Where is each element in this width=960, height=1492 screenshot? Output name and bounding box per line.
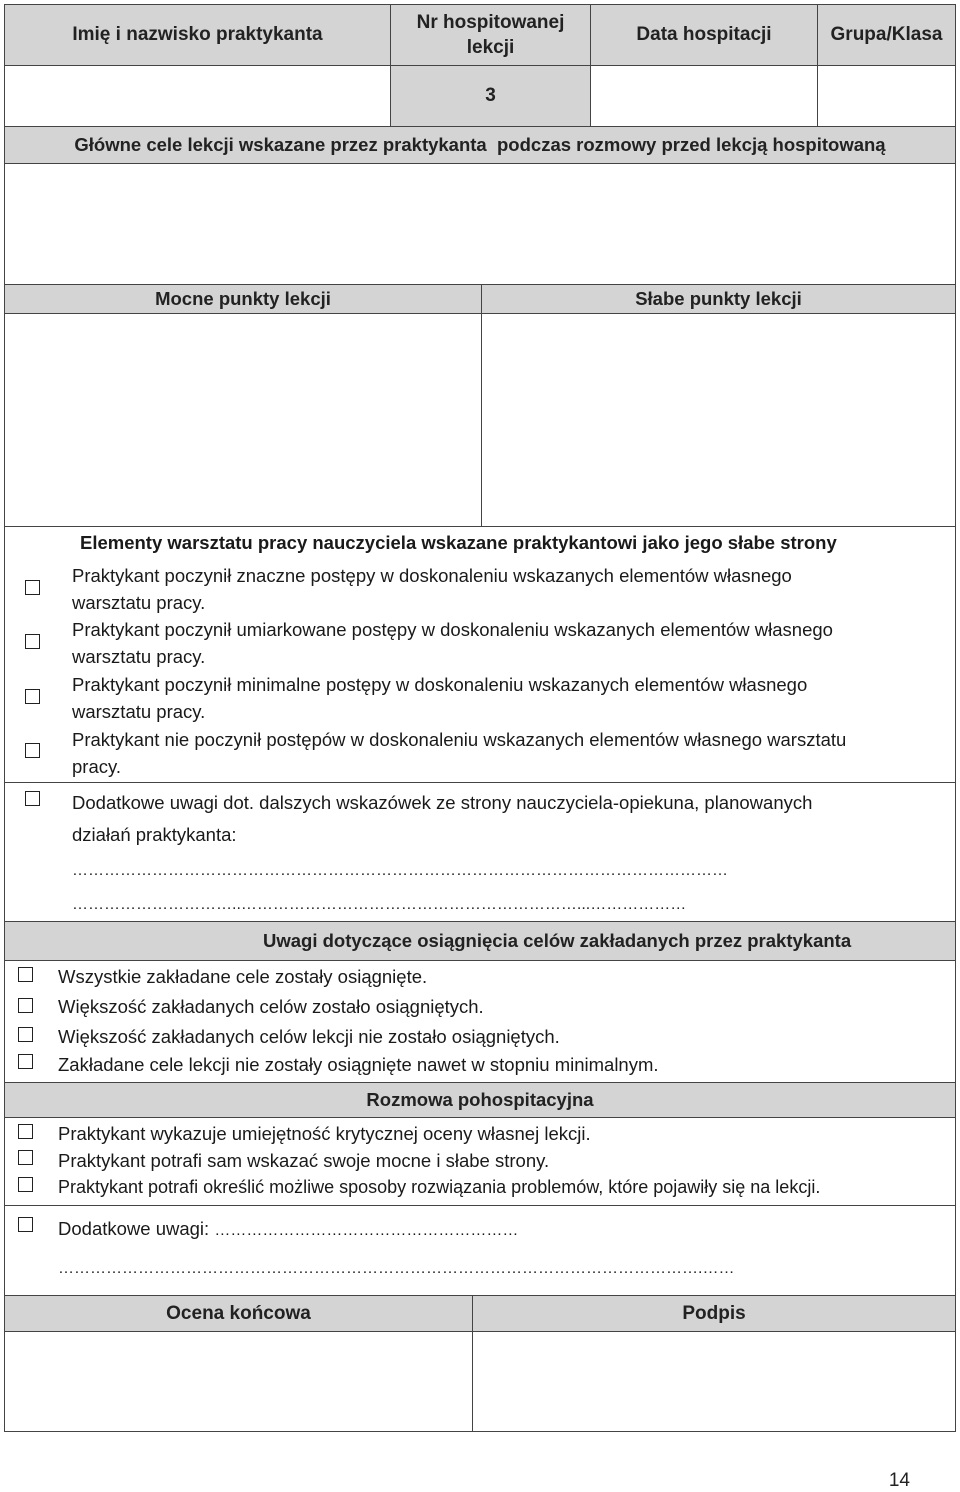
goal-item-1: Wszystkie zakładane cele zostały osiągnięte. xyxy=(58,966,428,987)
goal-item-4: Zakładane cele lekcji nie zostały osiągnięte nawet w stopniu minimalnym. xyxy=(58,1054,659,1075)
weak-points-area[interactable] xyxy=(481,313,956,527)
goals-header xyxy=(4,126,956,164)
post-talk-divider xyxy=(4,1205,956,1206)
name-value-cell[interactable] xyxy=(4,65,391,127)
workshop-checkbox-1[interactable] xyxy=(25,580,40,595)
final-grade-area[interactable] xyxy=(4,1331,473,1432)
post-talk-header xyxy=(4,1082,956,1118)
post-talk-checkbox-3[interactable] xyxy=(18,1177,33,1192)
goal-checkbox-3[interactable] xyxy=(18,1027,33,1042)
workshop-item-4-line1: Praktykant nie poczynił postępów w doskonaleniu wskazanych elementów własnego warsztatu xyxy=(72,729,847,750)
workshop-checkbox-4[interactable] xyxy=(25,743,40,758)
workshop-item-2-line2: warsztatu pracy. xyxy=(72,646,206,667)
signature-label: Podpis xyxy=(682,1302,746,1324)
workshop-checkbox-3[interactable] xyxy=(25,689,40,704)
name-header xyxy=(4,4,391,66)
date-header xyxy=(590,4,818,66)
strong-points-area[interactable] xyxy=(4,313,482,527)
workshop-item-3-line1: Praktykant poczynił minimalne postępy w doskonaleniu wskazanych elementów własnego xyxy=(72,674,808,695)
goal-checkbox-1[interactable] xyxy=(18,967,33,982)
lesson-number-value-cell xyxy=(390,65,591,127)
post-talk-title: Rozmowa pohospitacyjna xyxy=(366,1089,594,1110)
lesson-number-value: 3 xyxy=(485,85,496,106)
final-grade-label: Ocena końcowa xyxy=(166,1302,311,1324)
post-talk-checkbox-2[interactable] xyxy=(18,1150,33,1165)
group-header xyxy=(817,4,956,66)
workshop-extra-dots-2[interactable]: …………………………..………………………………………………………...……………… xyxy=(72,896,687,913)
name-header-label: Imię i nazwisko praktykanta xyxy=(72,24,323,45)
post-talk-extra-checkbox[interactable] xyxy=(18,1217,33,1232)
goals-input-area[interactable] xyxy=(4,163,956,285)
lesson-number-header xyxy=(390,4,591,66)
lesson-number-header-label: Nr hospitowanej lekcji xyxy=(416,12,565,58)
group-value-cell[interactable] xyxy=(817,65,956,127)
strong-points-label: Mocne punkty lekcji xyxy=(155,288,331,309)
workshop-item-1-line2: warsztatu pracy. xyxy=(72,592,206,613)
workshop-item-1-line1: Praktykant poczynił znaczne postępy w doskonaleniu wskazanych elementów własnego xyxy=(72,565,792,586)
post-talk-checkbox-1[interactable] xyxy=(18,1124,33,1139)
goals-header-label: Główne cele lekcji wskazane przez praktykanta podczas rozmowy przed lekcją hospitowaną xyxy=(74,134,886,155)
weak-points-header xyxy=(481,284,956,314)
signature-header xyxy=(472,1295,956,1332)
goal-item-2: Większość zakładanych celów zostało osiągniętych. xyxy=(58,996,484,1017)
workshop-extra-dots-1[interactable]: …………………………………………………………………………………………………………… xyxy=(72,862,728,879)
workshop-item-4-line2: pracy. xyxy=(72,756,122,777)
final-grade-header xyxy=(4,1295,473,1332)
group-header-label: Grupa/Klasa xyxy=(830,24,943,45)
strong-points-header xyxy=(4,284,482,314)
post-talk-extra-dots-2[interactable]: ………………………………………………………………………………………………………….…… xyxy=(58,1260,735,1277)
date-header-label: Data hospitacji xyxy=(636,24,772,45)
workshop-item-3-line2: warsztatu pracy. xyxy=(72,701,206,722)
workshop-checkbox-2[interactable] xyxy=(25,634,40,649)
workshop-extra-line2: działań praktykanta: xyxy=(72,824,237,845)
workshop-title: Elementy warsztatu pracy nauczyciela wskazane praktykantowi jako jego słabe strony xyxy=(80,532,837,553)
goal-checkbox-2[interactable] xyxy=(18,998,33,1013)
post-talk-extra-dots[interactable]: ………………………………………………… xyxy=(214,1222,519,1239)
goal-checkbox-4[interactable] xyxy=(18,1054,33,1069)
post-talk-extra-label-text: Dodatkowe uwagi: xyxy=(58,1218,215,1239)
weak-points-label: Słabe punkty lekcji xyxy=(635,288,802,309)
workshop-extra-line1: Dodatkowe uwagi dot. dalszych wskazówek ze strony nauczyciela-opiekuna, planowanych xyxy=(72,792,813,813)
goals-achievement-title: Uwagi dotyczące osiągnięcia celów zakładanych przez praktykanta xyxy=(263,930,852,951)
page-number: 14 xyxy=(888,1470,910,1491)
post-talk-item-2: Praktykant potrafi sam wskazać swoje mocne i słabe strony. xyxy=(58,1150,550,1171)
post-talk-item-1: Praktykant wykazuje umiejętność krytycznej oceny własnej lekcji. xyxy=(58,1123,591,1144)
post-talk-item-3: Praktykant potrafi określić możliwe sposoby rozwiązania problemów, które pojawiły się na lekcji. xyxy=(58,1177,821,1197)
goals-achievement-header xyxy=(4,921,956,961)
signature-area[interactable] xyxy=(472,1331,956,1432)
goal-item-3: Większość zakładanych celów lekcji nie zostało osiągniętych. xyxy=(58,1026,560,1047)
post-talk-extra-label xyxy=(58,1215,518,1244)
date-value-cell[interactable] xyxy=(590,65,818,127)
workshop-item-2-line1: Praktykant poczynił umiarkowane postępy w doskonaleniu wskazanych elementów własnego xyxy=(72,619,833,640)
workshop-extra-checkbox[interactable] xyxy=(25,791,40,806)
workshop-divider xyxy=(4,782,956,783)
